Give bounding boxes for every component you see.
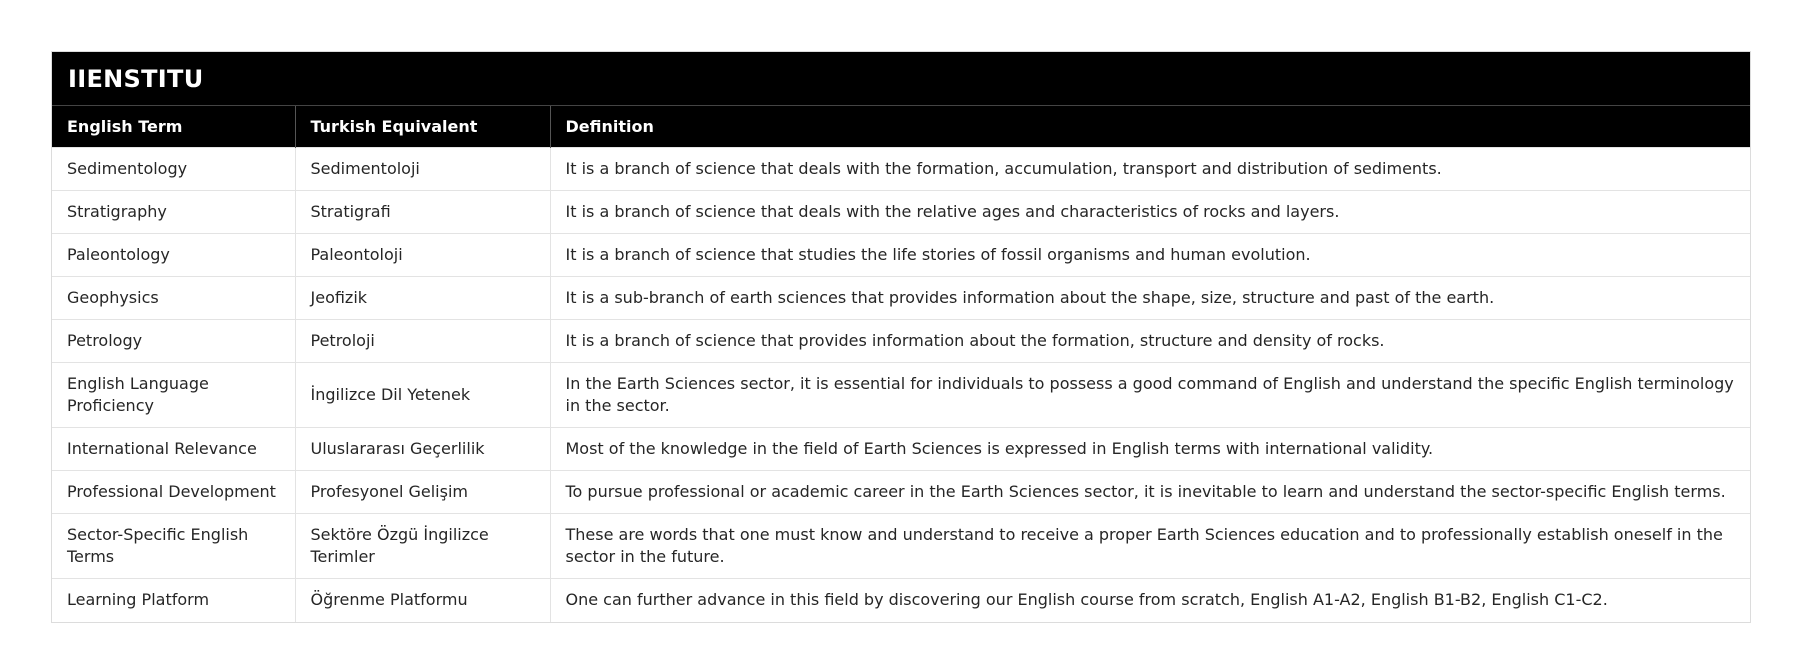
definition-cell: To pursue professional or academic career in the Earth Sciences sector, it is inevitable to learn and understand the sector-specific English terms. (550, 471, 1750, 514)
table-title: IIENSTITU (52, 52, 1750, 105)
definition-cell: Most of the knowledge in the field of Earth Sciences is expressed in English terms with international validity. (550, 428, 1750, 471)
turkish-equivalent-cell: Öğrenme Platformu (295, 579, 550, 622)
turkish-equivalent-cell: Profesyonel Gelişim (295, 471, 550, 514)
english-term-cell: English Language Proficiency (52, 363, 295, 428)
table-row (52, 191, 1750, 234)
turkish-equivalent-cell: Jeofizik (295, 277, 550, 320)
table-row (52, 363, 1750, 428)
table-row (52, 148, 1750, 191)
turkish-equivalent-cell: Petroloji (295, 320, 550, 363)
table-row (52, 579, 1750, 622)
turkish-equivalent-cell: Sedimentoloji (295, 148, 550, 191)
definition-cell: These are words that one must know and understand to receive a proper Earth Sciences education and to professionally establish oneself in the sector in the future. (550, 514, 1750, 579)
english-term-cell: Sedimentology (52, 148, 295, 191)
header-row (52, 106, 1750, 148)
definition-cell: It is a branch of science that provides information about the formation, structure and density of rocks. (550, 320, 1750, 363)
english-term-cell: Professional Development (52, 471, 295, 514)
terms-table (52, 105, 1750, 622)
table-row (52, 234, 1750, 277)
column-header-turkish-equivalent: Turkish Equivalent (295, 106, 550, 148)
terms-table-container (51, 51, 1751, 623)
turkish-equivalent-cell: Paleontoloji (295, 234, 550, 277)
english-term-cell: Geophysics (52, 277, 295, 320)
english-term-cell: Paleontology (52, 234, 295, 277)
column-header-definition: Definition (550, 106, 1750, 148)
definition-cell: It is a branch of science that studies the life stories of fossil organisms and human evolution. (550, 234, 1750, 277)
definition-cell: It is a branch of science that deals with the relative ages and characteristics of rocks and layers. (550, 191, 1750, 234)
column-header-english-term: English Term (52, 106, 295, 148)
english-term-cell: Learning Platform (52, 579, 295, 622)
turkish-equivalent-cell: Uluslararası Geçerlilik (295, 428, 550, 471)
turkish-equivalent-cell: İngilizce Dil Yetenek (295, 363, 550, 428)
table-row (52, 471, 1750, 514)
definition-cell: In the Earth Sciences sector, it is essential for individuals to possess a good command of English and understand the specific English terminology in the sector. (550, 363, 1750, 428)
turkish-equivalent-cell: Stratigrafi (295, 191, 550, 234)
definition-cell: One can further advance in this field by discovering our English course from scratch, English A1-A2, English B1-B2, English C1-C2. (550, 579, 1750, 622)
table-row (52, 320, 1750, 363)
english-term-cell: Sector-Specific English Terms (52, 514, 295, 579)
english-term-cell: International Relevance (52, 428, 295, 471)
table-row (52, 277, 1750, 320)
table-row (52, 514, 1750, 579)
english-term-cell: Stratigraphy (52, 191, 295, 234)
definition-cell: It is a sub-branch of earth sciences that provides information about the shape, size, structure and past of the earth. (550, 277, 1750, 320)
english-term-cell: Petrology (52, 320, 295, 363)
definition-cell: It is a branch of science that deals with the formation, accumulation, transport and distribution of sediments. (550, 148, 1750, 191)
table-row (52, 428, 1750, 471)
turkish-equivalent-cell: Sektöre Özgü İngilizce Terimler (295, 514, 550, 579)
